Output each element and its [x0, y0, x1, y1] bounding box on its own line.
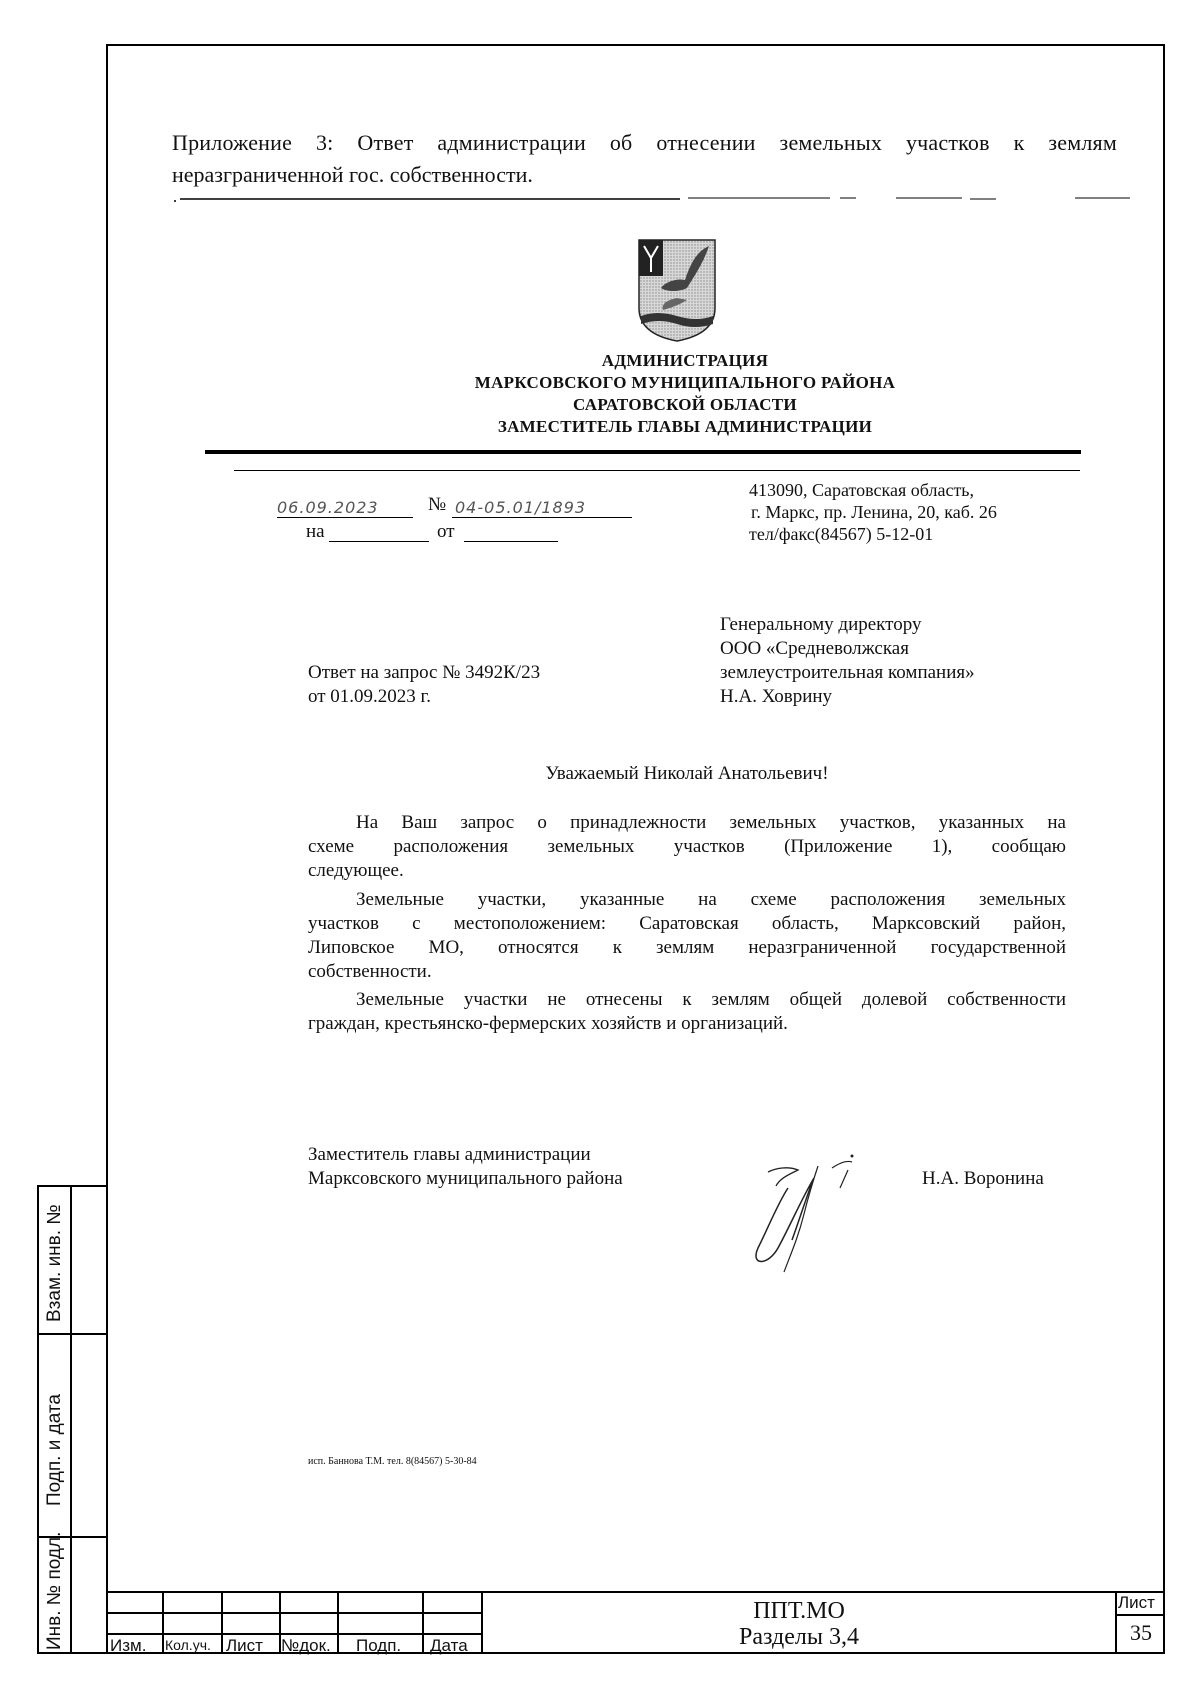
header-line-2: неразграниченной гос. собственности.	[172, 162, 533, 187]
col-ndok: №док.	[281, 1636, 331, 1655]
reply-ref-line-2: от 01.09.2023 г.	[308, 686, 431, 707]
header-underline	[170, 192, 1130, 206]
col-izm: Изм.	[110, 1636, 147, 1655]
coat-of-arms-emblem	[637, 238, 717, 343]
body-p2-line-3: Липовское МО, относятся к землям неразграниченной государственной	[308, 937, 1066, 958]
title-block-col	[422, 1591, 424, 1654]
body-p2-line-2: участков с местоположением: Саратовская область, Марксовский район,	[308, 913, 1066, 934]
org-line-4: ЗАМЕСТИТЕЛЬ ГЛАВЫ АДМИНИСТРАЦИИ	[497, 417, 873, 436]
handwritten-signature	[728, 1148, 878, 1278]
org-line-1: АДМИНИСТРАЦИЯ	[601, 351, 769, 370]
handwritten-date: 06.09.2023	[277, 498, 379, 517]
col-list: Лист	[226, 1636, 263, 1655]
number-underline	[452, 517, 632, 518]
address-line-1: 413090, Саратовская область,	[749, 480, 975, 500]
recipient-line-3: землеустроительная компания»	[720, 662, 975, 683]
executor-note: исп. Баннова Т.М. тел. 8(84567) 5-30-84	[308, 1456, 477, 1467]
doc-sections: Разделы 3,4	[738, 1624, 859, 1650]
letterhead-thin-rule	[234, 470, 1080, 471]
address-line-3: тел/факс(84567) 5-12-01	[749, 524, 934, 544]
handwritten-number: 04-05.01/1893	[455, 498, 587, 517]
doc-code: ППТ.МО	[753, 1598, 845, 1624]
sheet-number: 35	[1130, 1620, 1152, 1645]
title-block-col	[221, 1591, 223, 1654]
recipient-line-1: Генеральному директору	[720, 614, 922, 635]
col-kolvo: Кол.уч.	[165, 1637, 211, 1653]
title-block-top-border	[106, 1591, 1165, 1593]
signer-name: Н.А. Воронина	[922, 1168, 1044, 1189]
body-p3-line-1: Земельные участки не отнесены к землям общей долевой собственности	[356, 989, 1066, 1010]
side-label-vzam: Взам. инв. №	[44, 1204, 65, 1322]
salutation: Уважаемый Николай Анатольевич!	[545, 763, 829, 784]
body-p1-line-2: схеме расположения земельных участков (Приложение 1), сообщаю	[308, 836, 1066, 857]
recipient-line-2: ООО «Средневолжская	[720, 638, 909, 659]
signer-position-line-2: Марксовского муниципального района	[308, 1168, 623, 1189]
ref-na-underline	[329, 541, 429, 542]
body-p2-line-1: Земельные участки, указанные на схеме расположения земельных	[356, 889, 1066, 910]
side-label-inv: Инв. № подл.	[44, 1531, 65, 1650]
reply-ref-line-1: Ответ на запрос № 3492К/23	[308, 662, 541, 683]
ref-label-ot: от	[437, 521, 455, 542]
signer-position-line-1: Заместитель главы администрации	[308, 1144, 591, 1165]
sheet-label: Лист	[1118, 1593, 1155, 1612]
org-line-2: МАРКСОВСКОГО МУНИЦИПАЛЬНОГО РАЙОНА	[474, 373, 896, 392]
side-stamp-row-separator	[37, 1333, 106, 1335]
sheet-cell-divider	[1115, 1614, 1165, 1616]
letterhead-thick-rule	[205, 450, 1081, 454]
side-stamp-divider	[70, 1185, 72, 1654]
ref-ot-underline	[464, 541, 558, 542]
org-line-3: САРАТОВСКОЙ ОБЛАСТИ	[573, 395, 797, 414]
recipient-line-4: Н.А. Ховрину	[720, 686, 833, 707]
ref-label-na: на	[306, 521, 325, 542]
header-line-1: Приложение 3: Ответ администрации об отнесении земельных участков к землям	[172, 130, 1117, 155]
body-p1-line-1: На Ваш запрос о принадлежности земельных участков, указанных на	[356, 812, 1066, 833]
address-line-2: г. Маркс, пр. Ленина, 20, каб. 26	[751, 502, 997, 522]
reg-number-symbol: №	[428, 494, 447, 515]
col-data: Дата	[430, 1636, 468, 1655]
date-underline	[277, 517, 413, 518]
title-block-col	[337, 1591, 339, 1654]
body-p1-line-3: следующее.	[308, 860, 404, 881]
side-label-podp: Подп. и дата	[44, 1394, 65, 1506]
body-p2-line-4: собственности.	[308, 961, 432, 982]
col-podp: Подп.	[356, 1636, 402, 1655]
title-block-col	[162, 1591, 164, 1654]
body-p3-line-2: граждан, крестьянско-фермерских хозяйств и организаций.	[308, 1013, 788, 1034]
